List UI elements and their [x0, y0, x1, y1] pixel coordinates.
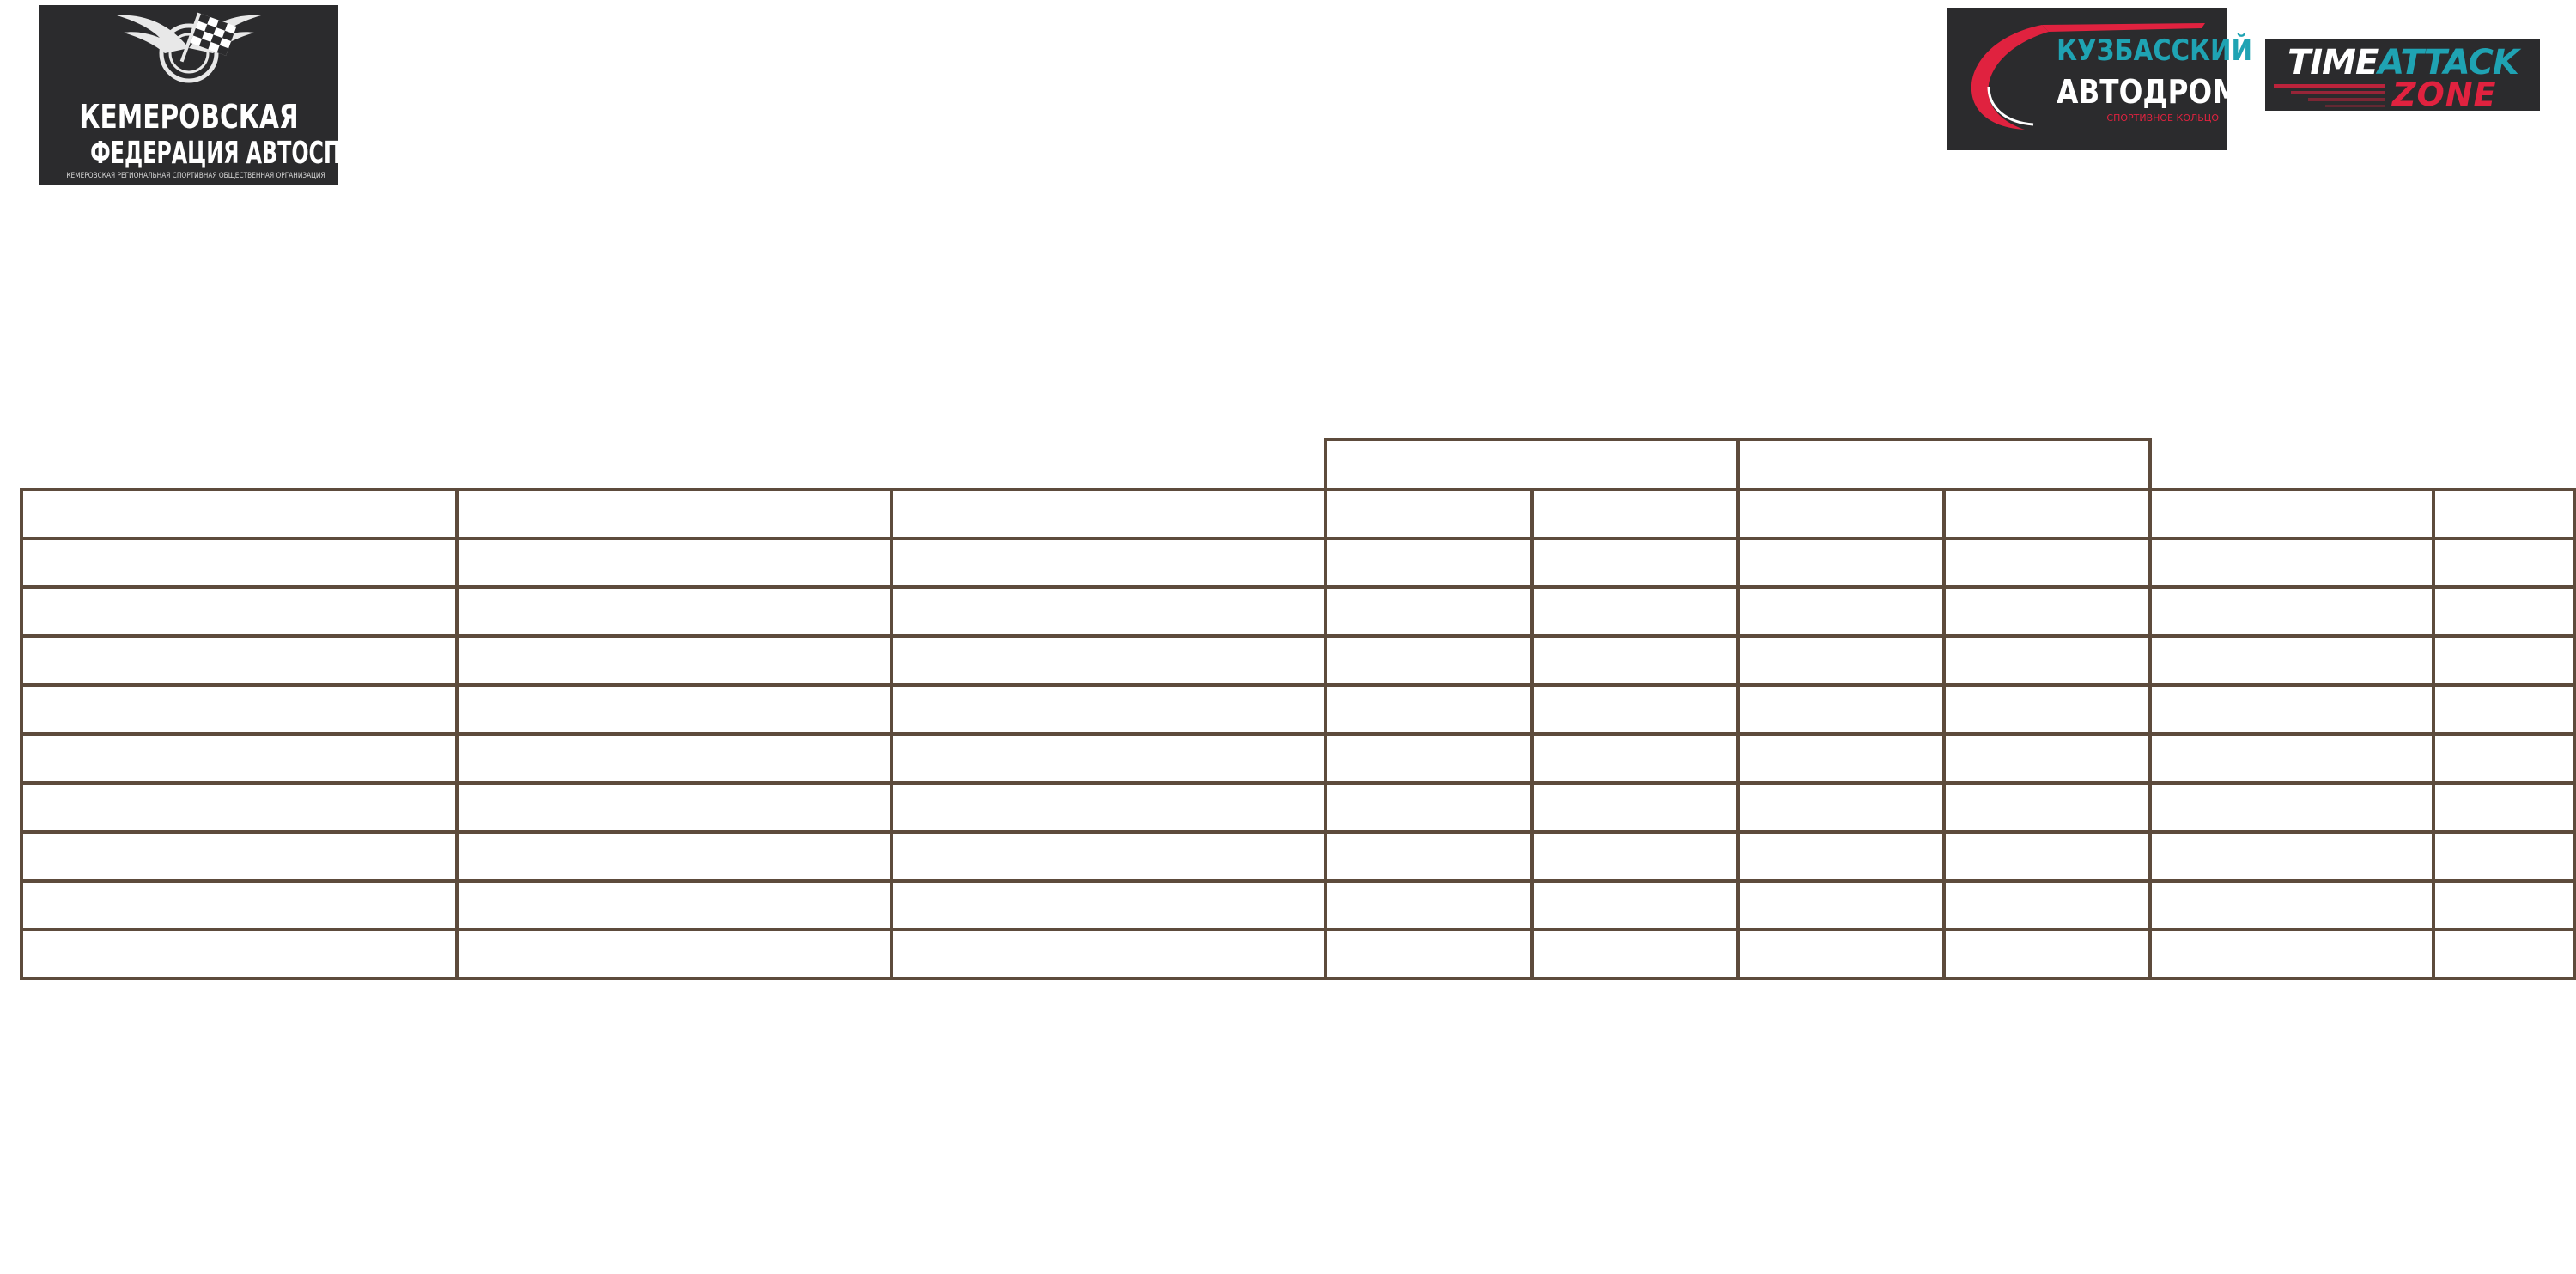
table-cell — [1944, 538, 2150, 587]
table-cell — [1532, 930, 1738, 979]
autodrom-logo-line1: КУЗБАССКИЙ — [2057, 33, 2252, 68]
table-cell — [1326, 930, 1532, 979]
table-cell — [1944, 636, 2150, 685]
table-cell — [2433, 587, 2574, 636]
table-cell — [1532, 636, 1738, 685]
federation-logo — [39, 5, 404, 185]
autodrom-logo-line2: АВТОДРОМ — [2057, 73, 2240, 111]
table-header-cell — [2433, 489, 2574, 538]
table-cell — [457, 832, 891, 881]
table-cell — [1944, 734, 2150, 783]
table-cell — [2150, 930, 2433, 979]
table-cell — [1738, 881, 1944, 930]
table-cell — [1738, 538, 1944, 587]
table-cell — [2150, 734, 2433, 783]
table-cell — [21, 734, 457, 783]
table-cell — [1326, 734, 1532, 783]
table-cell — [2150, 587, 2433, 636]
table-cell — [457, 783, 891, 832]
table-group-header-cell — [1738, 440, 2150, 489]
table-cell — [1532, 685, 1738, 734]
table-cell — [1738, 783, 1944, 832]
table-cell — [891, 930, 1326, 979]
table-cell — [1532, 783, 1738, 832]
table-cell — [1326, 832, 1532, 881]
table-cell — [1944, 832, 2150, 881]
autodrom-logo — [1947, 8, 2252, 150]
time-attack-logo-word-time: TIME — [2287, 43, 2379, 82]
federation-logo-line2: ФЕДЕРАЦИЯ АВТОСПОРТА — [90, 136, 404, 171]
table-cell — [457, 636, 891, 685]
table-header-cell — [1944, 489, 2150, 538]
table-cell — [2150, 783, 2433, 832]
table-cell — [891, 734, 1326, 783]
table-cell — [2150, 685, 2433, 734]
table-cell — [21, 832, 457, 881]
table-cell — [1532, 587, 1738, 636]
table-cell — [1532, 881, 1738, 930]
table-cell — [1944, 881, 2150, 930]
table-cell — [21, 636, 457, 685]
table-cell — [2433, 783, 2574, 832]
table-cell — [1738, 832, 1944, 881]
table-cell — [457, 685, 891, 734]
table-cell — [1326, 783, 1532, 832]
table-cell — [891, 832, 1326, 881]
time-attack-zone-logo — [2265, 39, 2540, 111]
table-cell — [1326, 881, 1532, 930]
time-attack-logo-word-zone: ZONE — [2392, 76, 2497, 113]
table-cell — [2433, 930, 2574, 979]
table-cell — [891, 881, 1326, 930]
table-cell — [1326, 587, 1532, 636]
table-cell — [21, 587, 457, 636]
table-cell — [1532, 734, 1738, 783]
federation-logo-line1: КЕМЕРОВСКАЯ — [79, 98, 299, 136]
table-cell — [21, 685, 457, 734]
table-group-header-cell — [1326, 440, 1738, 489]
table-header-cell — [1326, 489, 1532, 538]
winged-wheel-flag-icon — [39, 5, 338, 91]
table-cell — [2150, 832, 2433, 881]
table-header-cell — [1738, 489, 1944, 538]
table-cell — [891, 783, 1326, 832]
table-cell — [1944, 587, 2150, 636]
table-cell — [21, 881, 457, 930]
table-header-cell — [2150, 489, 2433, 538]
table-cell — [1532, 538, 1738, 587]
table-cell — [1944, 930, 2150, 979]
table-cell — [457, 881, 891, 930]
table-cell — [891, 587, 1326, 636]
table-header-cell — [21, 489, 457, 538]
table-cell — [891, 538, 1326, 587]
table-cell — [2150, 538, 2433, 587]
table-header-cell — [1532, 489, 1738, 538]
table-cell — [457, 587, 891, 636]
table-cell — [1944, 685, 2150, 734]
table-cell — [1326, 538, 1532, 587]
table-cell — [2433, 832, 2574, 881]
table-header-cell — [891, 489, 1326, 538]
table-cell — [1738, 685, 1944, 734]
table-cell — [2150, 636, 2433, 685]
table-cell — [1532, 832, 1738, 881]
table-cell — [891, 636, 1326, 685]
table-cell — [2433, 881, 2574, 930]
table-cell — [457, 930, 891, 979]
table-cell — [457, 538, 891, 587]
table-cell — [1326, 636, 1532, 685]
table-cell — [1738, 636, 1944, 685]
federation-logo-line3: КЕМЕРОВСКАЯ РЕГИОНАЛЬНАЯ СПОРТИВНАЯ ОБЩЕСТВЕННАЯ ОРГАНИЗАЦИЯ — [66, 172, 325, 180]
table-cell — [21, 538, 457, 587]
table-cell — [21, 930, 457, 979]
autodrom-logo-line3: СПОРТИВНОЕ КОЛЬЦО — [2106, 112, 2219, 124]
table-cell — [2433, 538, 2574, 587]
table-cell — [1738, 587, 1944, 636]
table-cell — [1944, 783, 2150, 832]
table-cell — [2150, 881, 2433, 930]
table-cell — [1326, 685, 1532, 734]
table-cell — [457, 734, 891, 783]
time-attack-logo-word-attack: ATTACK — [2378, 43, 2518, 82]
table-cell — [2433, 636, 2574, 685]
table-cell — [891, 685, 1326, 734]
table-cell — [21, 783, 457, 832]
table-cell — [2433, 685, 2574, 734]
table-cell — [1738, 930, 1944, 979]
table-header-cell — [457, 489, 891, 538]
table-cell — [2433, 734, 2574, 783]
table-cell — [1738, 734, 1944, 783]
